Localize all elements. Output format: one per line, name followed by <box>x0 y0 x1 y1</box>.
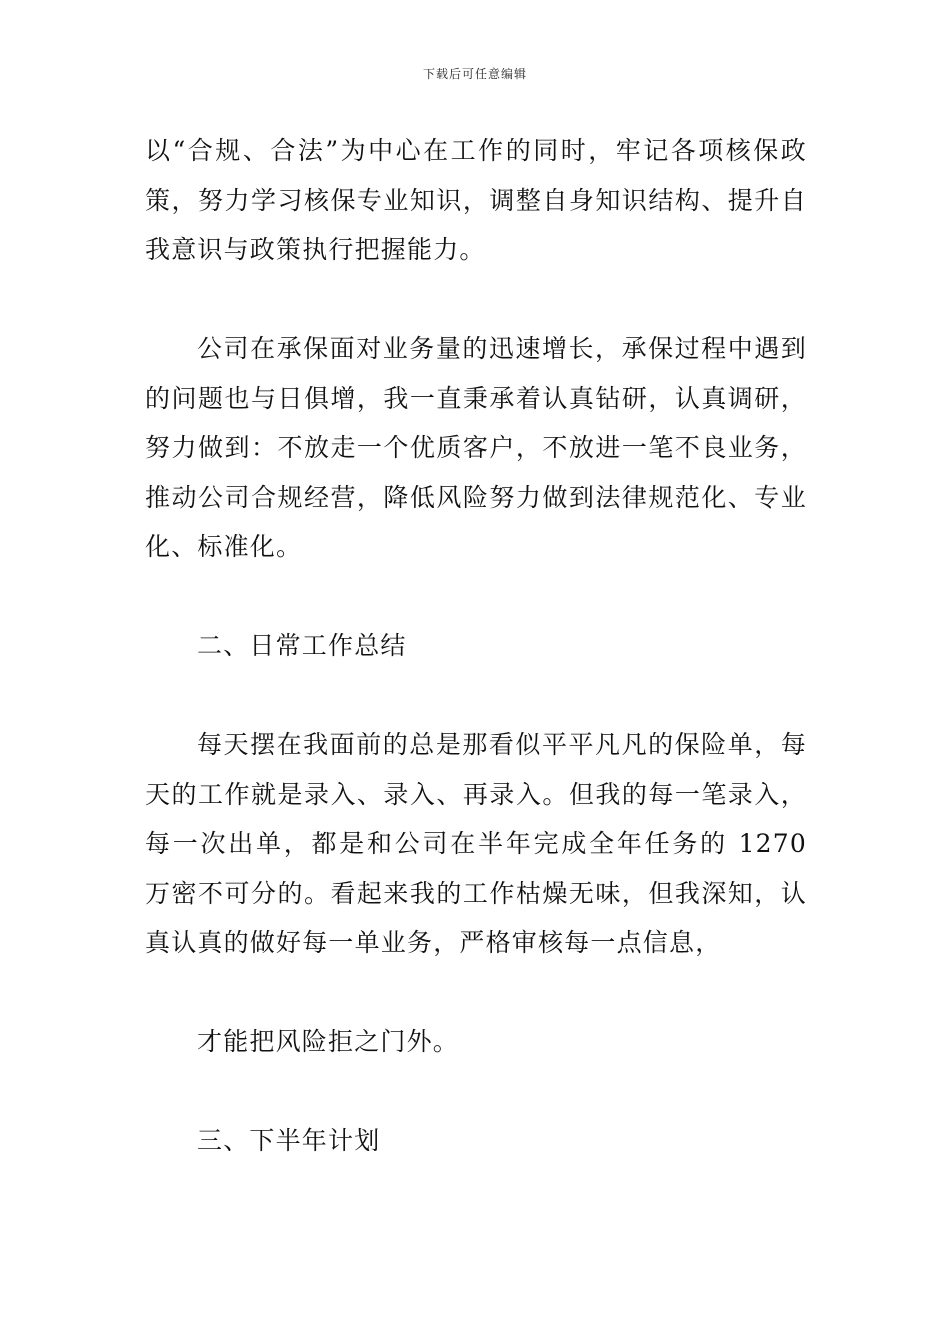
paragraph-gap <box>145 1067 807 1117</box>
paragraph-gap <box>145 275 807 325</box>
paragraph-gap <box>145 671 807 721</box>
section-heading-plan: 三、下半年计划 <box>197 1126 381 1155</box>
paragraph-continuation: 以“合规、合法”为中心在工作的同时，牢记各项核保政策，努力学习核保专业知识，调整自身知识结构、提升自我意识与政策执行把握能力。 <box>145 136 807 264</box>
document-body <box>145 126 807 1166</box>
section-heading-daily-work: 二、日常工作总结 <box>197 631 407 660</box>
page-header: 下载后可任意编辑 <box>422 67 527 81</box>
paragraph-daily-work: 每天摆在我面前的总是那看似平平凡凡的保险单，每天的工作就是录入、录入、再录入。但我的每一笔录入，每一次出单，都是和公司在半年完成全年任务的 1270 万密不可分的。看起来我的工作枯燥无味，但我深知，认真认真的做好每一单业务，严格审核每一点信息， <box>145 730 807 957</box>
paragraph-gap <box>145 968 807 1018</box>
paragraph-underwriting: 公司在承保面对业务量的迅速增长，承保过程中遇到的问题也与日俱增，我一直秉承着认真钻研，认真调研，努力做到：不放走一个优质客户，不放进一笔不良业务，推动公司合规经营，降低风险努力做到法律规范化、专业化、标准化。 <box>145 334 807 561</box>
paragraph-gap <box>145 572 807 622</box>
paragraph-risk: 才能把风险拒之门外。 <box>197 1027 460 1056</box>
